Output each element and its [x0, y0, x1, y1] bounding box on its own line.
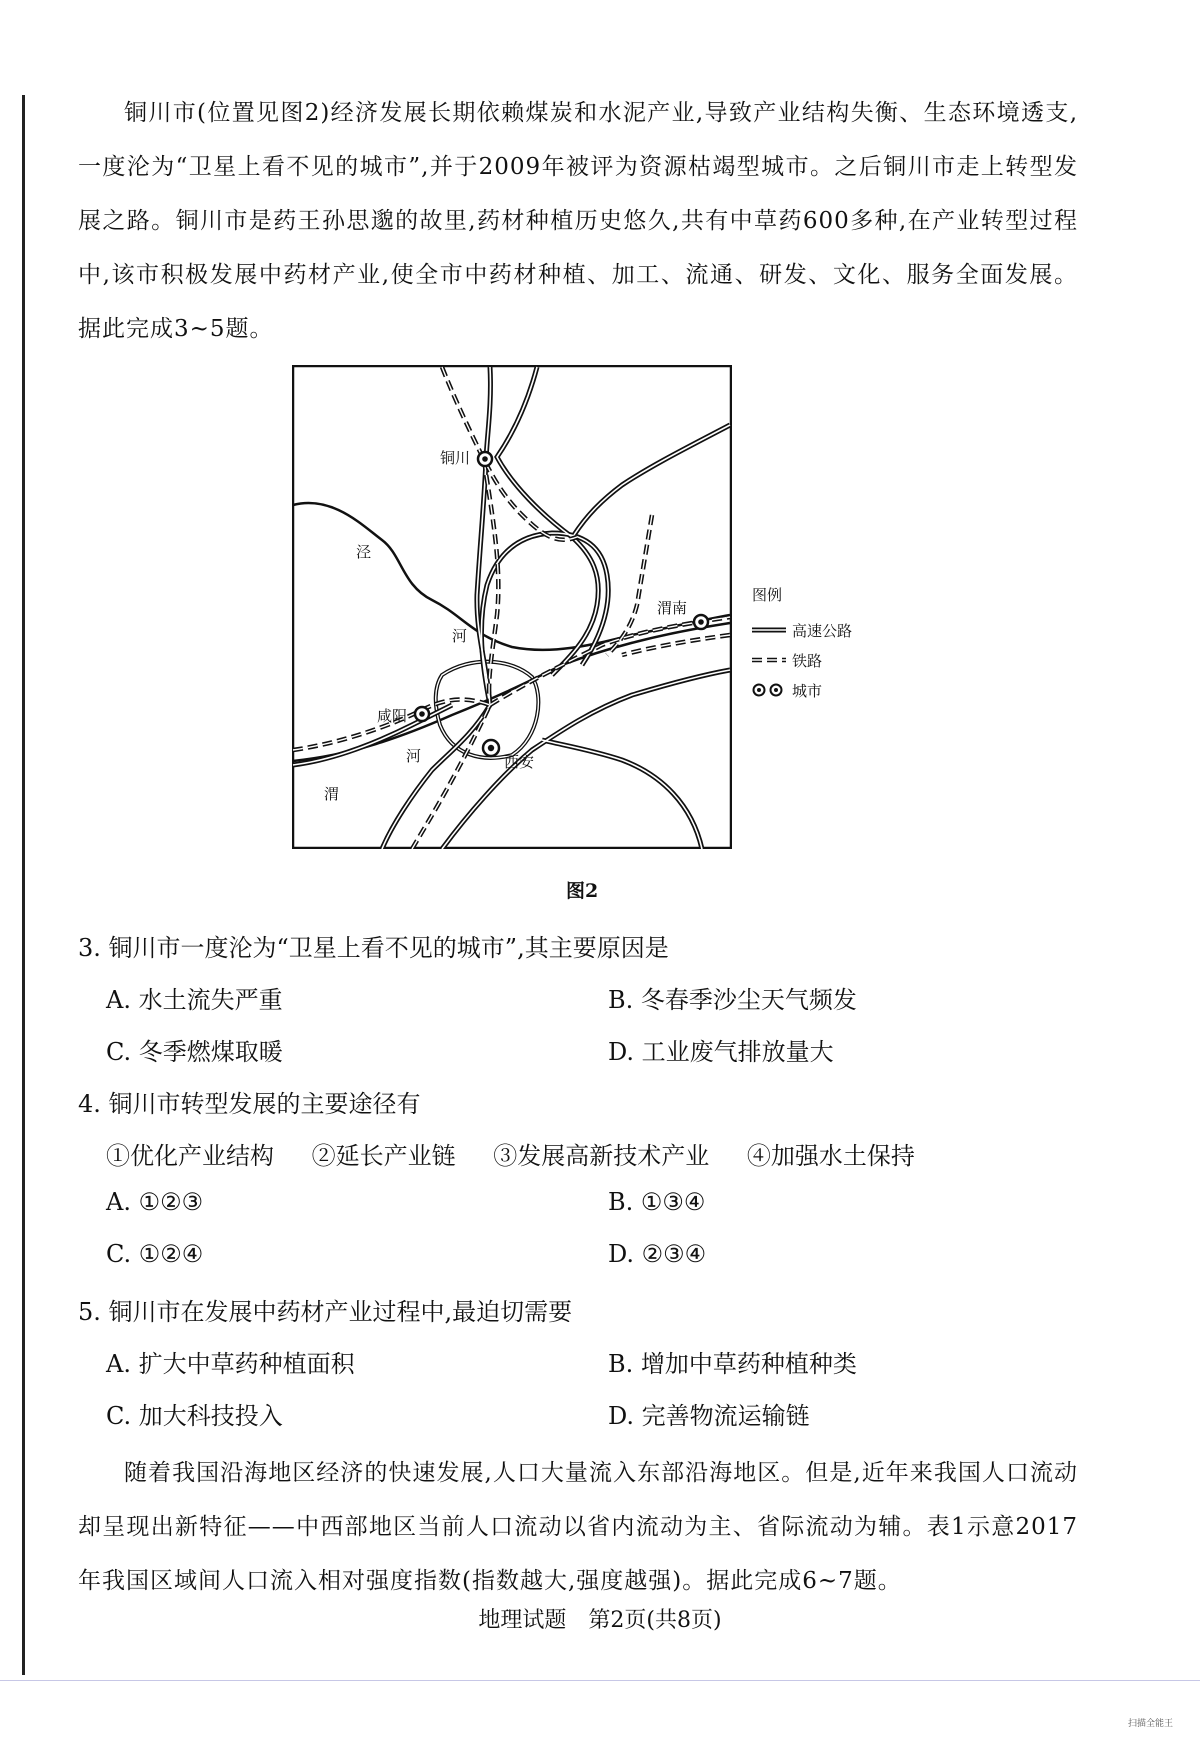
label-he-lower: 河	[406, 747, 422, 765]
intro-paragraph-1: 铜川市(位置见图2)经济发展长期依赖煤炭和水泥产业,导致产业结构失衡、生态环境透支,一度沦为“卫星上看不见的城市”,并于2009年被评为资源枯竭型城市。之后铜川市走上转型发展之路。铜川市是药王孙思邈的故里,药材种植历史悠久,共有中草药600多种,在产业转型过程中,该市积极发展中药材产业,使全市中药材种植、加工、流通、研发、文化、服务全面发展。据此完成3~5题。	[78, 100, 1078, 342]
city-xian	[483, 740, 499, 756]
q5-option-a: A. 扩大中草药种植面积	[106, 1350, 355, 1378]
label-jing-river: 泾	[356, 543, 372, 561]
map-legend	[752, 584, 852, 705]
railway-symbol-icon	[752, 653, 786, 667]
label-tongchuan: 铜川	[440, 449, 471, 467]
label-xianyang: 咸阳	[377, 707, 408, 725]
q4-option-d: D. ②③④	[608, 1240, 707, 1268]
label-wei-river: 渭	[324, 785, 340, 803]
legend-city-label: 城市	[792, 681, 823, 700]
q5-option-c: C. 加大科技投入	[106, 1402, 283, 1430]
scanner-app-badge: 扫描全能王	[1128, 1719, 1174, 1729]
question-5-stem: 5. 铜川市在发展中药材产业过程中,最迫切需要	[78, 1298, 573, 1326]
page-footer: 地理试题 第2页(共8页)	[478, 1608, 722, 1633]
question-4-stem: 4. 铜川市转型发展的主要途径有	[78, 1090, 421, 1118]
legend-railway-label: 铁路	[792, 651, 823, 670]
label-he-upper: 河	[452, 627, 468, 645]
q5-option-d: D. 完善物流运输链	[608, 1402, 810, 1430]
legend-row-highway	[752, 615, 852, 645]
city-weinan	[694, 615, 708, 629]
city-tongchuan	[478, 452, 492, 466]
q4-option-c: C. ①②④	[106, 1240, 204, 1268]
figure-caption: 图2	[566, 880, 599, 902]
legend-row-railway	[752, 645, 852, 675]
figure-2-map	[292, 365, 732, 849]
question-3-stem: 3. 铜川市一度沦为“卫星上看不见的城市”,其主要原因是	[78, 934, 669, 962]
q4-statement-2: ②延长产业链	[311, 1142, 456, 1170]
city-xianyang	[415, 707, 429, 721]
q4-statements	[106, 1136, 945, 1171]
q4-statement-3: ③发展高新技术产业	[493, 1142, 710, 1170]
legend-highway-label: 高速公路	[792, 621, 853, 640]
legend-title: 图例	[752, 586, 783, 604]
city-symbol-icon	[752, 683, 786, 697]
binding-margin-line	[22, 95, 25, 1675]
q4-option-b: B. ①③④	[608, 1188, 706, 1216]
q4-statement-1: ①优化产业结构	[106, 1142, 274, 1170]
q3-option-c: C. 冬季燃煤取暖	[106, 1038, 283, 1066]
bottom-border-line	[0, 1680, 1200, 1681]
intro-paragraph-2: 随着我国沿海地区经济的快速发展,人口大量流入东部沿海地区。但是,近年来我国人口流动却呈现出新特征——中西部地区当前人口流动以省内流动为主、省际流动为辅。表1示意2017年我国区域间人口流入相对强度指数(指数越大,强度越强)。据此完成6~7题。	[78, 1460, 1078, 1594]
q5-option-b: B. 增加中草药种植种类	[608, 1350, 857, 1378]
q3-option-d: D. 工业废气排放量大	[608, 1038, 834, 1066]
q3-option-a: A. 水土流失严重	[106, 986, 283, 1014]
label-weinan: 渭南	[657, 599, 688, 617]
jing-river	[293, 503, 730, 650]
q4-option-a: A. ①②③	[106, 1188, 204, 1216]
q4-statement-4: ④加强水土保持	[746, 1142, 915, 1170]
legend-row-city	[752, 675, 852, 705]
q3-option-b: B. 冬春季沙尘天气频发	[608, 986, 857, 1014]
highway-symbol-icon	[752, 623, 786, 637]
label-xian: 西安	[504, 753, 535, 771]
